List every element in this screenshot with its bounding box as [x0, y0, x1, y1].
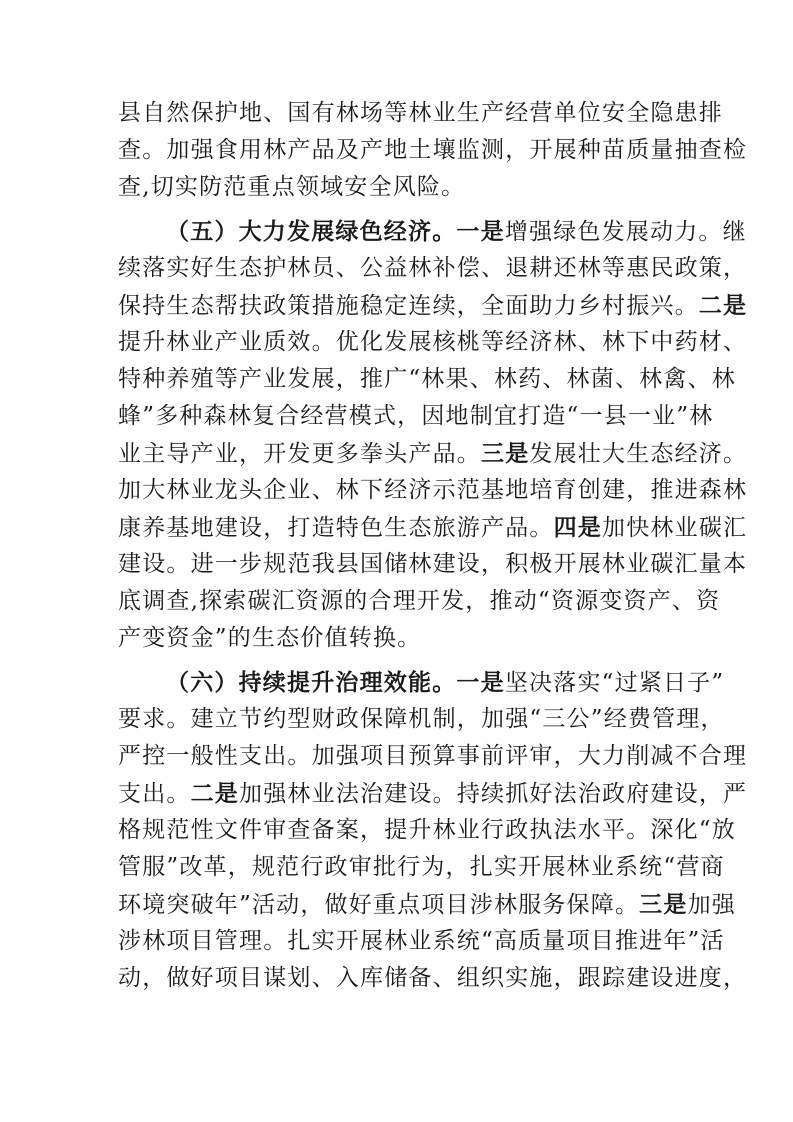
text-line: 查,切实防范重点领域安全风险。	[118, 174, 466, 200]
text-line: 续落实好生态护林员、公益林补偿、退耕还林等惠民政策，	[118, 255, 748, 281]
text-line: 查。加强食用林产品及产地土壤监测，开展种苗质量抽查检	[118, 137, 748, 163]
document-page	[118, 95, 748, 997]
section-heading: （五）大力发展绿色经济。	[166, 218, 457, 245]
section-heading-line: （六）持续提升治理效能。一是坚决落实“过紧日子”	[166, 669, 725, 696]
text-line: 蜂”多种森林复合经营模式，因地制宜打造“一县一业”林	[118, 403, 714, 429]
text-line: 动，做好项目谋划、入库储备、组织实施，跟踪建设进度，	[118, 965, 748, 991]
text-line: 严控一般性支出。加强项目预算事前评审，大力削减不合理	[118, 743, 748, 769]
text-line: 涉林项目管理。扎实开展林业系统“高质量项目推进年”活	[118, 928, 725, 954]
point-marker: 四是	[553, 514, 603, 541]
text-line: 要求。建立节约型财政保障机制，加强“三公”经费管理，	[118, 706, 725, 732]
text-line: 康养基地建设，打造特色生态旅游产品。四是加快林业碳汇	[118, 514, 748, 541]
section-heading-line: （五）大力发展绿色经济。一是增强绿色发展动力。继	[166, 218, 747, 245]
point-marker: 三是	[639, 891, 688, 918]
text-line: 环境突破年”活动，做好重点项目涉林服务保障。三是加强	[118, 891, 736, 918]
point-marker: 二是	[698, 292, 748, 319]
text-line: 产变资金”的生态价值转换。	[118, 625, 422, 651]
section-heading: （六）持续提升治理效能。	[166, 669, 457, 696]
text-line: 底调查,探索碳汇资源的合理开发，推动“资源变资产、资	[118, 588, 721, 614]
point-marker: 一是	[456, 218, 505, 245]
text-line: 业主导产业，开发更多拳头产品。三是发展壮大生态经济。	[118, 440, 748, 467]
point-marker: 三是	[481, 440, 530, 467]
text-line: 提升林业产业质效。优化发展核桃等经济林、林下中药材、	[118, 329, 748, 355]
text-line: 保持生态帮扶政策措施稳定连续，全面助力乡村振兴。二是	[118, 292, 748, 319]
text-line: 县自然保护地、国有林场等林业生产经营单位安全隐患排	[118, 100, 723, 126]
text-line: 管服”改革，规范行政审批行为，扎实开展林业系统“营商	[118, 854, 725, 880]
text-line: 建设。进一步规范我县国储林建设，积极开展林业碳汇量本	[118, 551, 748, 577]
text-line: 支出。二是加强林业法治建设。持续抓好法治政府建设，严	[118, 780, 748, 807]
text-line: 特种养殖等产业发展，推广“林果、林药、林菌、林禽、林	[118, 366, 736, 392]
text-line: 格规范性文件审查备案，提升林业行政执法水平。深化“放	[118, 817, 736, 843]
point-marker: 二是	[190, 780, 240, 807]
point-marker: 一是	[456, 669, 505, 696]
text-line: 加大林业龙头企业、林下经济示范基地培育创建，推进森林	[118, 477, 748, 503]
